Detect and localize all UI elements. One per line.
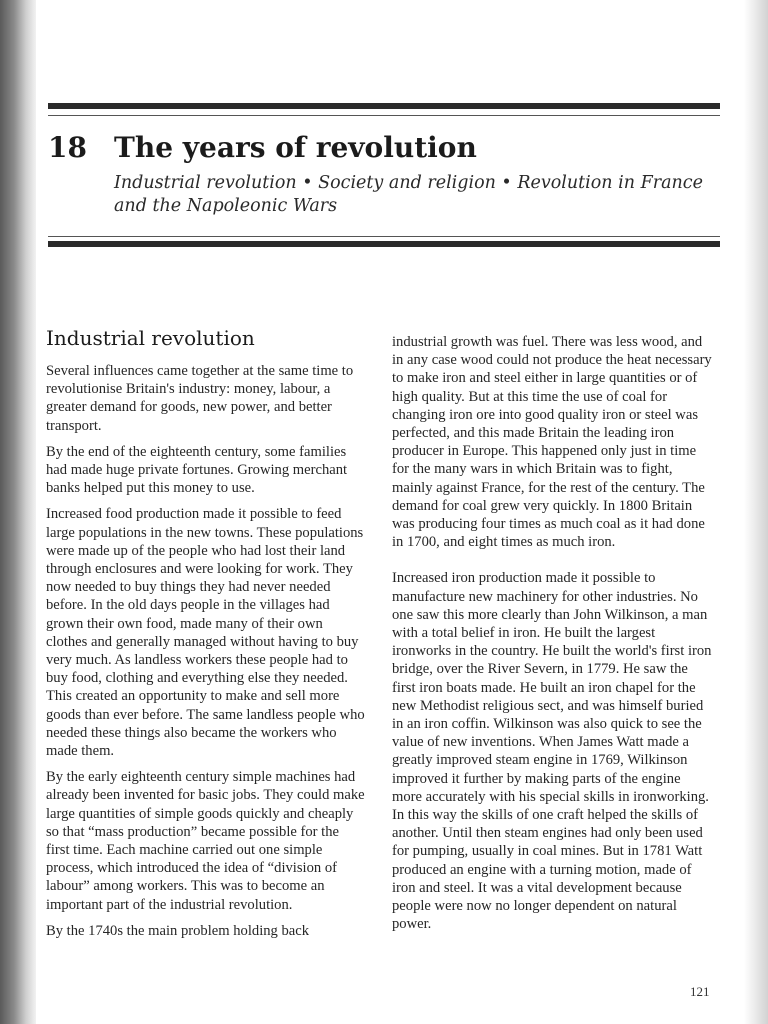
chapter-header-rule-top-thin: [48, 115, 720, 116]
paragraph: By the early eighteenth century simple machines had already been invented for basic jobs. They could make large quantities of simple goods quickly and cheaply so that “mass production” became possible for the first time. Each machine carried out one simple process, which introduced the idea of “division of labour” among workers. This was to become an important part of the industrial revolution.: [46, 769, 365, 913]
chapter-header-rule-bottom-thin: [48, 236, 720, 237]
chapter-number: 18: [48, 131, 87, 164]
left-text-column: [46, 325, 366, 948]
chapter-header-rule-bottom: [48, 241, 720, 247]
chapter-subtitle: Industrial revolution • Society and religion • Revolution in France and the Napoleonic Wars: [114, 173, 703, 216]
paragraph: By the 1740s the main problem holding back: [46, 922, 310, 939]
paragraph: Several influences came together at the same time to revolutionise Britain's industry: money, labour, a greater demand for goods, new power, and better transport.: [46, 363, 354, 434]
right-text-column: [392, 333, 714, 952]
section-heading: Industrial revolution: [46, 326, 255, 350]
paragraph: industrial growth was fuel. There was less wood, and in any case wood could not produce the heat necessary to make iron and steel either in large quantities or of high quality. But at this time the use of coal for changing iron ore into good quality iron or steel was perfected, and this made Britain the leading iron producer in Europe. This happened only just in time for the many wars in which Britain was to fight, mainly against France, for the rest of the century. The demand for coal grew very quickly. In 1800 Britain was producing four times as much coal as it had done in 1700, and eight times as much iron.: [392, 334, 712, 551]
chapter-header-rule-top: [48, 103, 720, 109]
page-gutter-shadow: [0, 0, 36, 1024]
paragraph: Increased food production made it possible to feed large populations in the new towns. These populations were made up of the people who had lost their land through enclosures and were looking for work. They now needed to buy things they had never needed before. In the old days people in the villages had grown their own food, made many of their own clothes and generally managed without having to buy very much. As landless workers these people had to buy food, clothing and everything else they needed. This created an opportunity to make and sell more goods than ever before. The same landless people who needed these things also became the workers who made them.: [46, 506, 365, 760]
chapter-title: The years of revolution: [114, 131, 477, 164]
paragraph: By the end of the eighteenth century, some families had made huge private fortunes. Growing merchant banks helped put this money to use.: [46, 443, 348, 497]
paragraph: Increased iron production made it possible to manufacture new machinery for other industries. No one saw this more clearly than John Wilkinson, a man with a total belief in iron. He built the largest ironworks in the country. He built the world's first iron bridge, over the River Severn, in 1779. He saw the first iron boats made. He built an iron chapel for the new Methodist religious sect, and was himself buried in an iron coffin. Wilkinson was also quick to see the value of new inventions. When James Watt made a greatly improved steam engine in 1769, Wilkinson improved it further by making parts of the engine more accurately with his special skills in ironworking. In this way the skills of one craft helped the skills of another. Until then steam engines had only been used for pumping, usually in coal mines. But in 1781 Watt produced an engine with a turning motion, made of iron and steel. It was a vital development because people were now no longer dependent on natural power.: [392, 570, 712, 933]
page-number: 121: [690, 984, 710, 999]
page-edge-shadow: [744, 0, 768, 1024]
